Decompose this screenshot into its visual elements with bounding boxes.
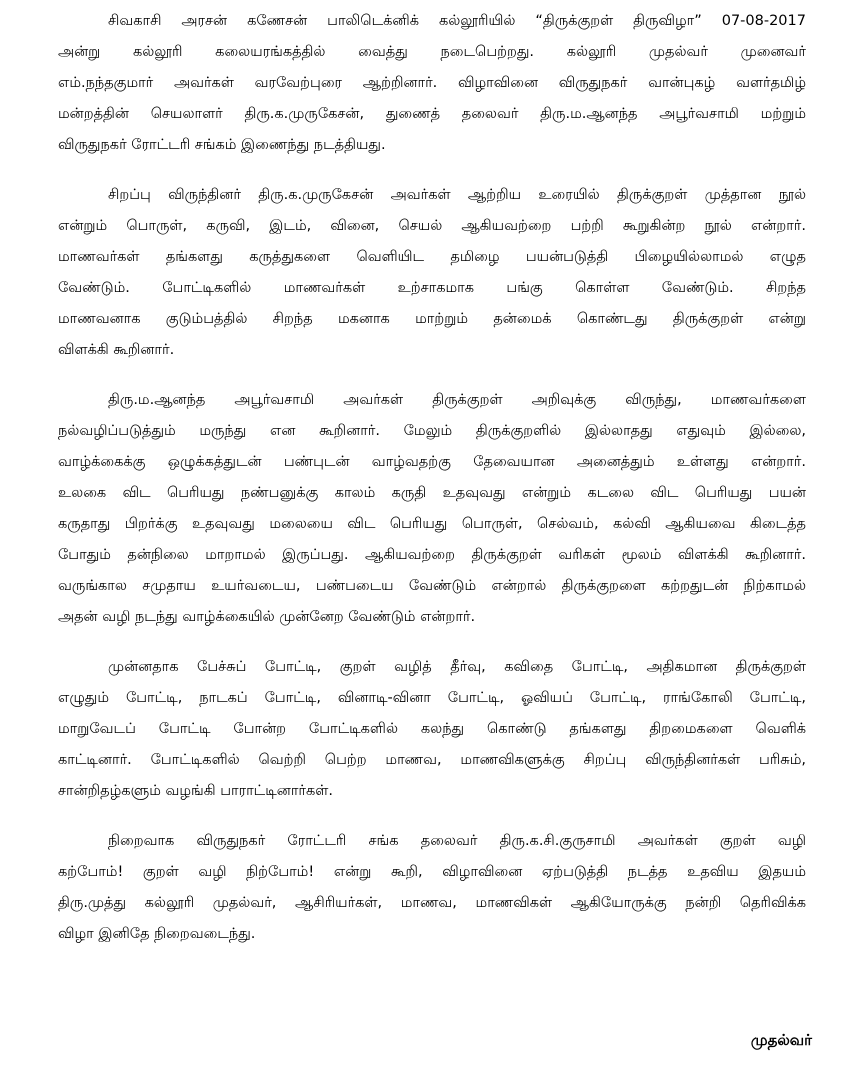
text-line: மன்றத்தின் செயலாளர் திரு.க.முருகேசன், துணைத் தலைவர் திரு.ம.ஆனந்த அபூர்வசாமி மற்றும் [58,106,806,122]
text-line: காட்டினார். போட்டிகளில் வெற்றி பெற்ற மாணவ, மாணவிகளுக்கு சிறப்பு விருந்தினர்கள் பரிசும், [58,752,806,768]
paragraph-closing [58,826,806,950]
text-line: விழா இனிதே நிறைவடைந்து. [58,926,256,942]
text-line: சிவகாசி அரசன் கணேசன் பாலிடெக்னிக் கல்லூரியில் “திருக்குறள் திருவிழா” 07-08-2017 [108,13,806,29]
text-line: வேண்டும். போட்டிகளில் மாணவர்கள் உற்சாகமாக பங்கு கொள்ள வேண்டும். சிறந்த [58,280,806,296]
text-line: மாணவனாக குடும்பத்தில் சிறந்த மகனாக மாற்றும் தன்மைக் கொண்டது திருக்குறள் என்று [58,311,806,327]
text-line: விளக்கி கூறினார். [58,342,175,358]
text-line: சான்றிதழ்களும் வழங்கி பாராட்டினார்கள். [58,783,333,799]
text-line: சிறப்பு விருந்தினர் திரு.க.முருகேசன் அவர்கள் ஆற்றிய உரையில் திருக்குறள் முத்தான நூல் [108,187,806,203]
text-line: முன்னதாக பேச்சுப் போட்டி, குறள் வழித் தீர்வு, கவிதை போட்டி, அதிகமான திருக்குறள் [108,659,806,675]
text-line: திரு.ம.ஆனந்த அபூர்வசாமி அவர்கள் திருக்குறள் அறிவுக்கு விருந்து, மாணவர்களை [108,392,806,408]
paragraph-intro [58,6,806,161]
text-line: நிறைவாக விருதுநகர் ரோட்டரி சங்க தலைவர் திரு.க.சி.குருசாமி அவர்கள் குறள் வழி [108,833,806,849]
text-line: அதன் வழி நடந்து வாழ்க்கையில் முன்னேற வேண்டும் என்றார். [58,609,476,625]
paragraph-vice-president [58,385,806,633]
signature-principal: முதல்வர் [750,1031,812,1049]
text-line: எழுதும் போட்டி, நாடகப் போட்டி, வினாடி-வினா போட்டி, ஓவியப் போட்டி, ராங்கோலி போட்டி, [58,690,806,706]
text-line: எம்.நந்தகுமார் அவர்கள் வரவேற்புரை ஆற்றினார். விழாவினை விருதுநகர் வான்புகழ் வளர்தமிழ் [58,75,806,91]
text-line: திரு.முத்து கல்லூரி முதல்வர், ஆசிரியர்கள், மாணவ, மாணவிகள் ஆகியோருக்கு நன்றி தெரிவிக்க [58,895,806,911]
text-line: என்றும் பொருள், கருவி, இடம், வினை, செயல் ஆகியவற்றை பற்றி கூறுகின்ற நூல் என்றார். [58,218,806,234]
text-line: அன்று கல்லூரி கலையரங்கத்தில் வைத்து நடைபெற்றது. கல்லூரி முதல்வர் முனைவர் [58,44,806,60]
text-line: மாறுவேடப் போட்டி போன்ற போட்டிகளில் கலந்து கொண்டு தங்களது திறமைகளை வெளிக் [58,721,806,737]
text-line: விருதுநகர் ரோட்டரி சங்கம் இணைந்து நடத்தியது. [58,137,386,153]
text-line: போதும் தன்நிலை மாறாமல் இருப்பது. ஆகியவற்றை திருக்குறள் வரிகள் மூலம் விளக்கி கூறினார். [58,547,806,563]
text-line: வாழ்க்கைக்கு ஒழுக்கத்துடன் பண்புடன் வாழ்வதற்கு தேவையான அனைத்தும் உள்ளது என்றார். [58,454,806,470]
text-line: உலகை விட பெரியது நண்பனுக்கு காலம் கருதி உதவுவது என்றும் கடலை விட பெரியது பயன் [58,485,806,501]
paragraph-competitions [58,652,806,807]
document-page [58,6,806,969]
paragraph-chief-guest [58,180,806,366]
text-line: நல்வழிப்படுத்தும் மருந்து என கூறினார். மேலும் திருக்குறளில் இல்லாதது எதுவும் இல்லை, [58,423,806,439]
text-line: கருதாது பிறர்க்கு உதவுவது மலையை விட பெரியது பொருள், செல்வம், கல்வி ஆகியவை கிடைத்த [58,516,806,532]
text-line: மாணவர்கள் தங்களது கருத்துகளை வெளியிட தமிழை பயன்படுத்தி பிழையில்லாமல் எழுத [58,249,806,265]
text-line: கற்போம்! குறள் வழி நிற்போம்! என்று கூறி, விழாவினை ஏற்படுத்தி நடத்த உதவிய இதயம் [58,864,806,880]
text-line: வருங்கால சமுதாய உயர்வடைய, பண்படைய வேண்டும் என்றால் திருக்குறளை கற்றதுடன் நிற்காமல் [58,578,806,594]
